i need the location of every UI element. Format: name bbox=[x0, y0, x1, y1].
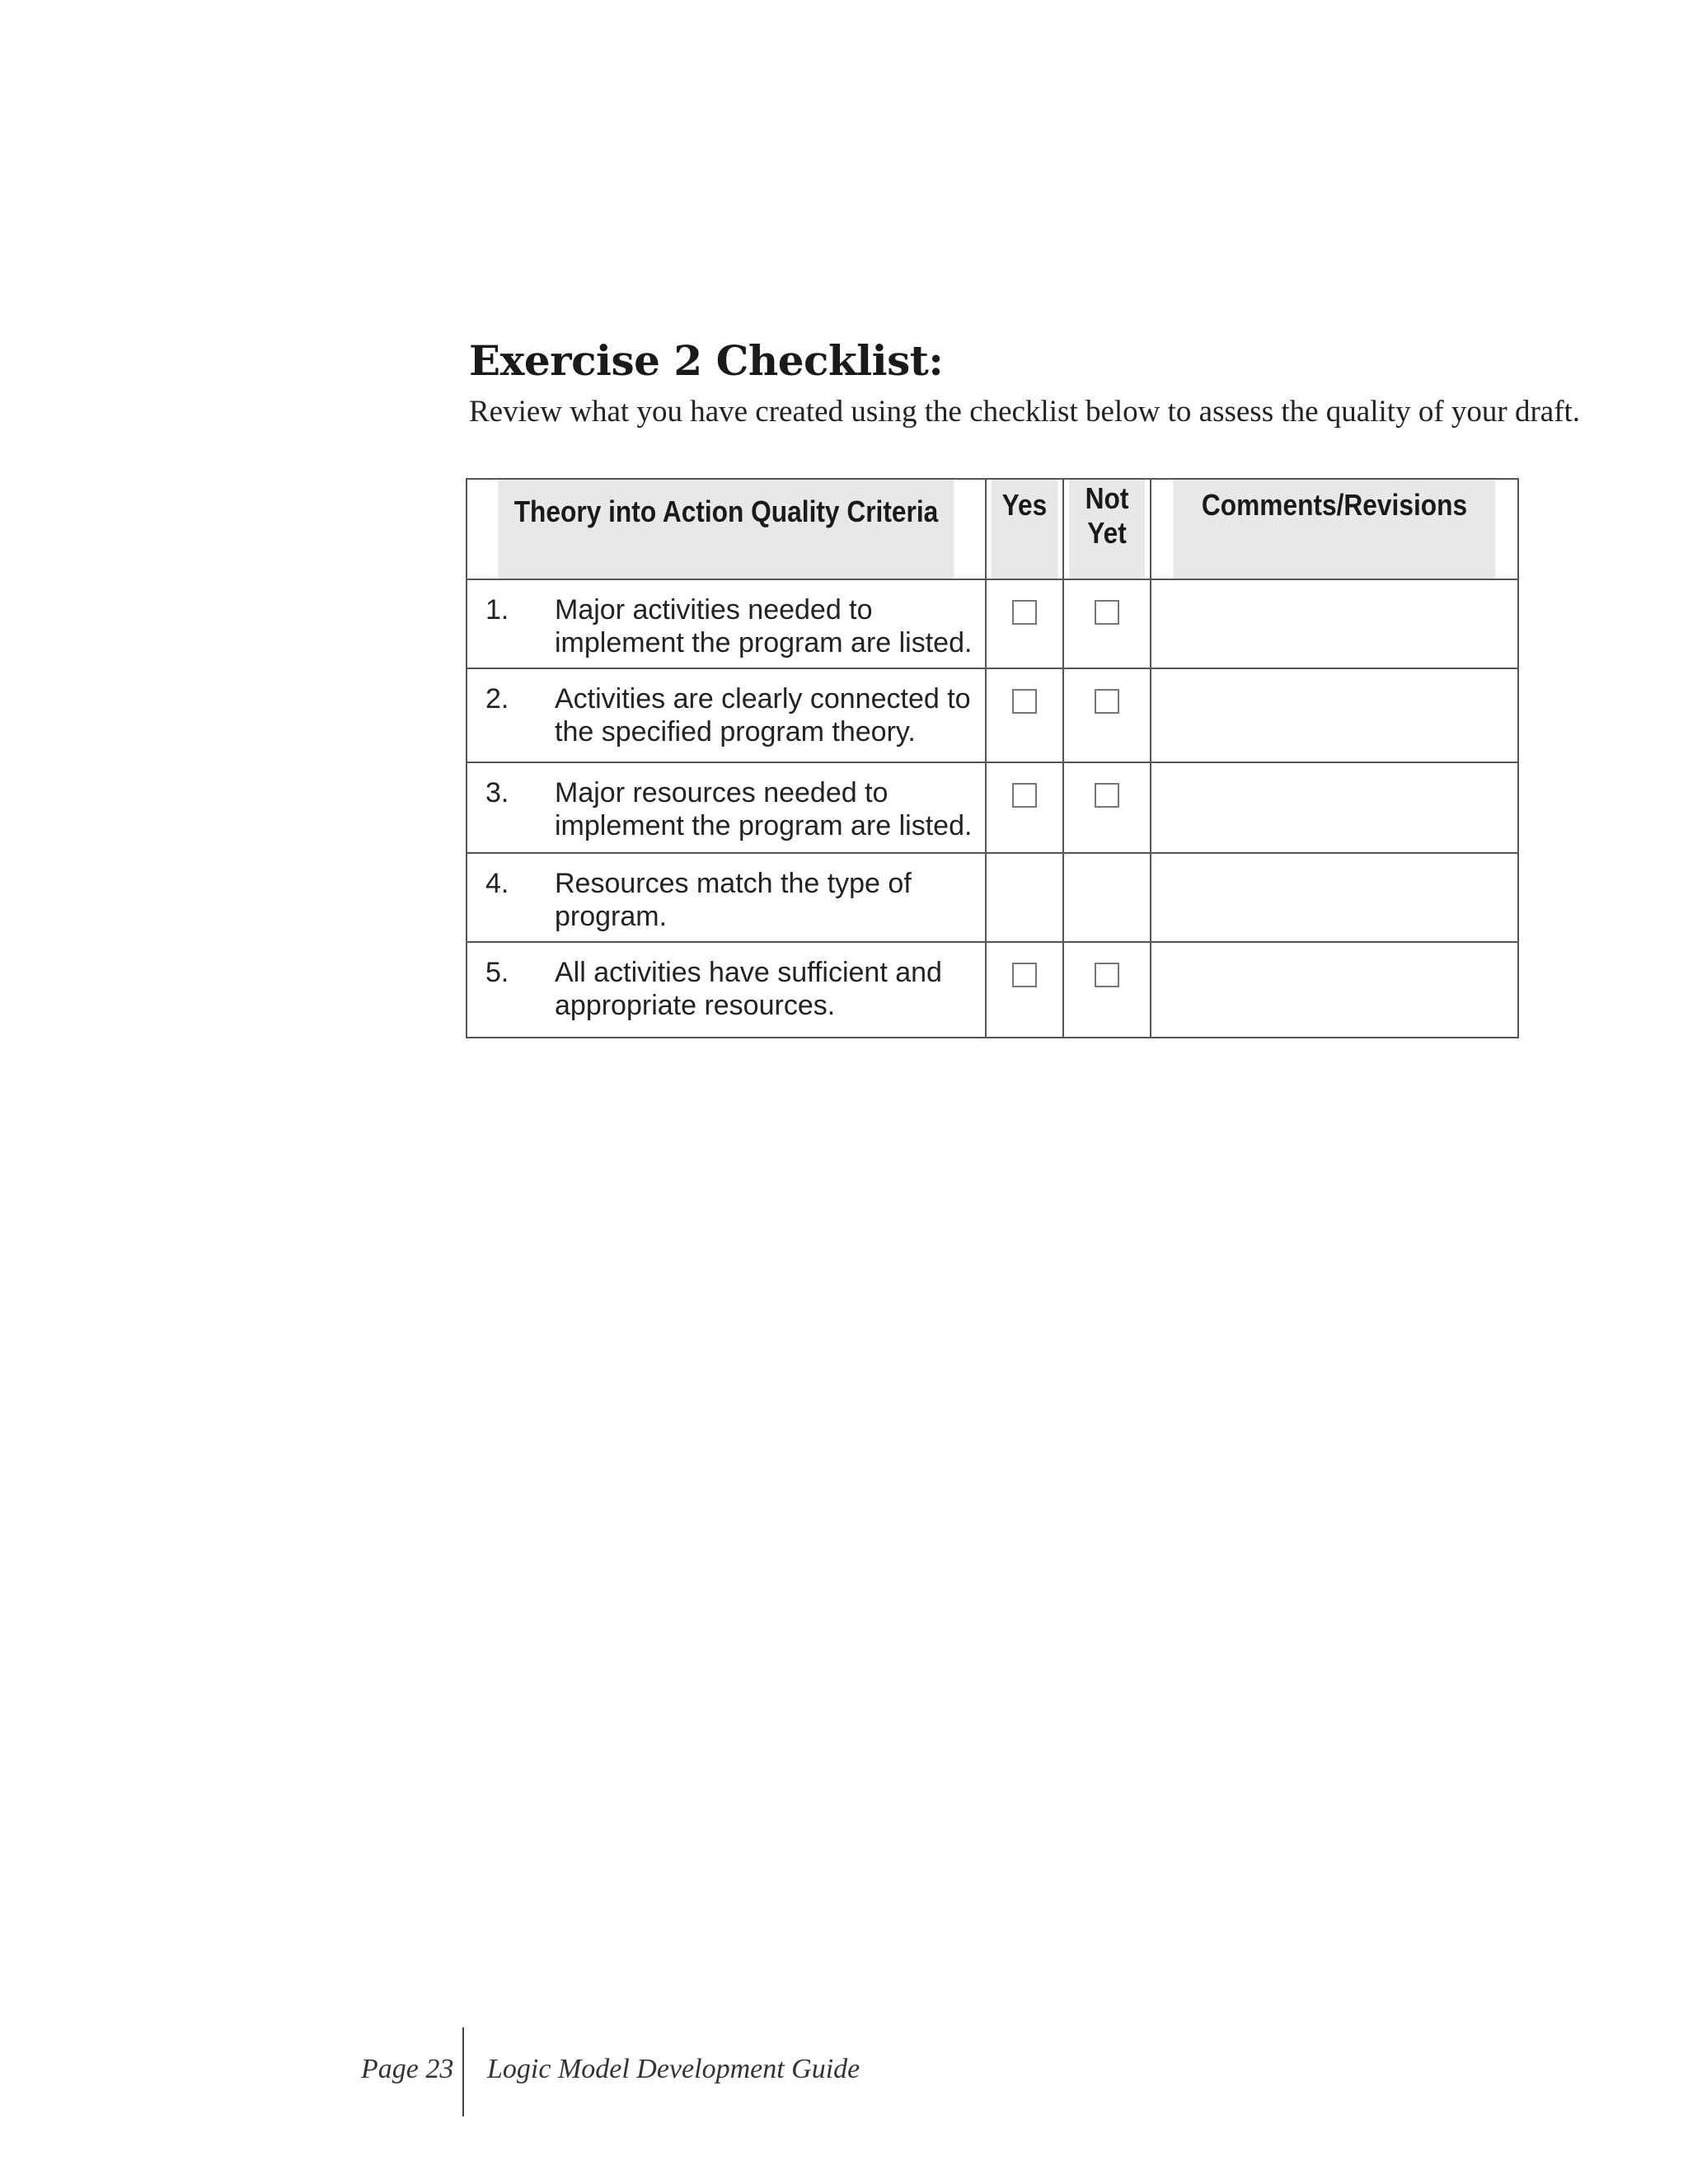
not-yet-checkbox[interactable] bbox=[1095, 689, 1119, 714]
criteria-text: All activities have sufficient and appropriate resources. bbox=[555, 957, 942, 1021]
not-yet-cell bbox=[1063, 668, 1151, 762]
criteria-text: Major resources needed to implement the program are listed. bbox=[555, 777, 973, 841]
criteria-column-header: Theory into Action Quality Criteria bbox=[498, 479, 954, 579]
yes-checkbox[interactable] bbox=[1012, 689, 1037, 714]
criteria-cell bbox=[467, 579, 986, 668]
criteria-cell bbox=[467, 853, 986, 942]
comments-cell[interactable] bbox=[1151, 668, 1518, 762]
criteria-number: 3. bbox=[485, 777, 509, 808]
not-yet-cell bbox=[1063, 853, 1151, 942]
yes-cell bbox=[986, 853, 1063, 942]
yes-checkbox[interactable] bbox=[1012, 963, 1037, 987]
criteria-number: 5. bbox=[485, 957, 509, 988]
comments-column-header: Comments/Revisions bbox=[1173, 479, 1496, 579]
criteria-text: Resources match the type of program. bbox=[555, 868, 912, 932]
comments-cell[interactable] bbox=[1151, 853, 1518, 942]
not-yet-checkbox[interactable] bbox=[1095, 783, 1119, 808]
footer-divider bbox=[462, 2027, 464, 2116]
instructions-text: Review what you have created using the checklist below to assess the quality of your draft. bbox=[469, 395, 1581, 429]
page-footer bbox=[0, 2027, 1688, 2118]
not-yet-cell bbox=[1063, 762, 1151, 853]
yes-column-header: Yes bbox=[991, 479, 1059, 579]
yes-checkbox[interactable] bbox=[1012, 783, 1037, 808]
criteria-cell bbox=[467, 762, 986, 853]
comments-cell[interactable] bbox=[1151, 762, 1518, 853]
criteria-cell bbox=[467, 668, 986, 762]
not-yet-checkbox[interactable] bbox=[1095, 963, 1119, 987]
yes-checkbox[interactable] bbox=[1012, 600, 1037, 625]
criteria-text: Activities are clearly connected to the specified program theory. bbox=[555, 683, 971, 748]
yes-cell bbox=[986, 942, 1063, 1038]
guide-title: Logic Model Development Guide bbox=[487, 2054, 860, 2084]
page-number: Page 23 bbox=[361, 2054, 454, 2084]
criteria-number: 2. bbox=[485, 683, 509, 715]
yes-cell bbox=[986, 668, 1063, 762]
yes-cell bbox=[986, 762, 1063, 853]
table-row bbox=[467, 762, 1518, 853]
criteria-text: Major activities needed to implement the program are listed. bbox=[555, 594, 973, 658]
criteria-number: 1. bbox=[485, 594, 509, 626]
not-yet-cell bbox=[1063, 942, 1151, 1038]
quality-checklist-table bbox=[466, 478, 1519, 1038]
criteria-cell bbox=[467, 942, 986, 1038]
table-row bbox=[467, 579, 1518, 668]
criteria-number: 4. bbox=[485, 868, 509, 899]
table-row bbox=[467, 942, 1518, 1038]
not-yet-column-header: Not Yet bbox=[1068, 479, 1145, 579]
not-yet-cell bbox=[1063, 579, 1151, 668]
table-header-row bbox=[467, 479, 1518, 579]
comments-cell[interactable] bbox=[1151, 579, 1518, 668]
not-yet-checkbox[interactable] bbox=[1095, 600, 1119, 625]
table-row bbox=[467, 668, 1518, 762]
yes-cell bbox=[986, 579, 1063, 668]
table-row bbox=[467, 853, 1518, 942]
page-title: Exercise 2 Checklist: bbox=[469, 336, 944, 385]
comments-cell[interactable] bbox=[1151, 942, 1518, 1038]
